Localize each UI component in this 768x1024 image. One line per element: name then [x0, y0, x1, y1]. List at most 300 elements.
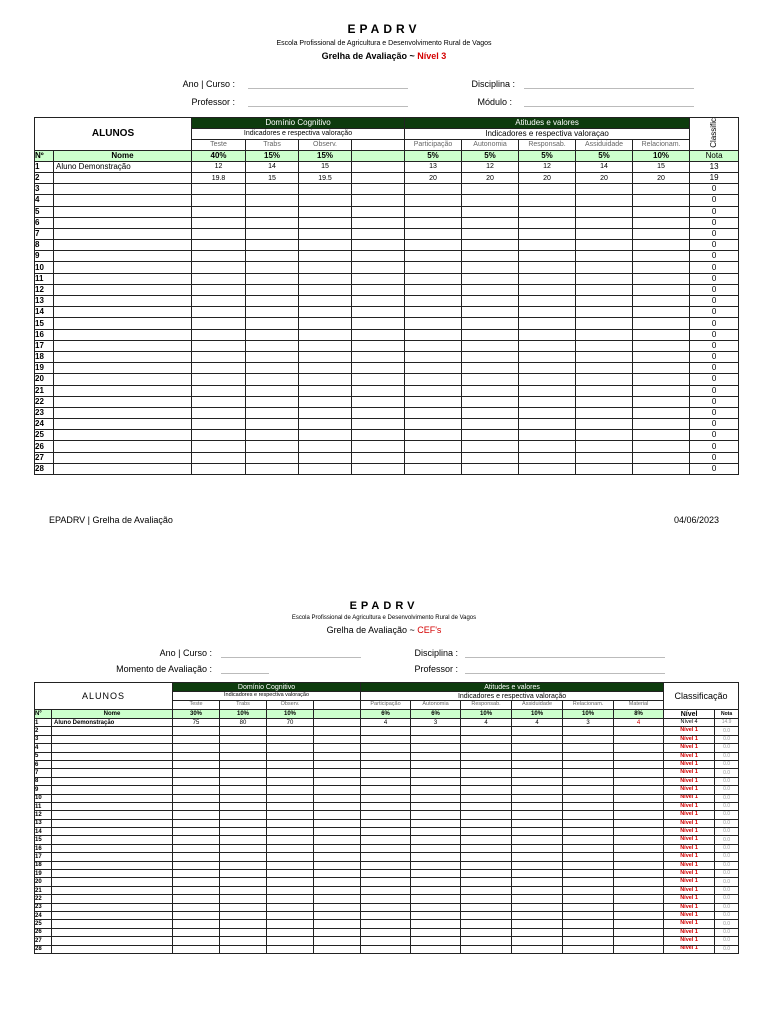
grade-cell[interactable] — [173, 903, 220, 911]
grade-cell[interactable] — [462, 251, 519, 262]
grade-cell[interactable] — [299, 463, 352, 474]
grade-cell[interactable] — [633, 240, 690, 251]
grade-cell[interactable] — [576, 407, 633, 418]
grade-cell[interactable] — [246, 228, 299, 239]
grade-cell[interactable] — [633, 273, 690, 284]
grade-cell[interactable] — [246, 206, 299, 217]
grade-cell[interactable] — [173, 861, 220, 869]
grade-cell[interactable] — [314, 853, 361, 861]
grade-cell[interactable] — [246, 318, 299, 329]
grade-cell[interactable] — [173, 895, 220, 903]
grade-cell[interactable] — [314, 802, 361, 810]
grade-cell[interactable] — [299, 351, 352, 362]
grade-cell[interactable] — [220, 861, 267, 869]
grade-cell[interactable] — [314, 903, 361, 911]
grade-cell[interactable] — [411, 853, 461, 861]
grade-cell[interactable] — [519, 307, 576, 318]
grade-cell[interactable]: 75 — [173, 719, 220, 727]
grade-cell[interactable] — [462, 419, 519, 430]
grade-cell[interactable] — [462, 351, 519, 362]
grade-cell[interactable] — [411, 802, 461, 810]
grade-cell[interactable] — [173, 945, 220, 953]
grade-cell[interactable] — [314, 886, 361, 894]
grade-cell[interactable] — [405, 329, 462, 340]
grade-cell[interactable] — [192, 452, 246, 463]
grade-cell[interactable] — [299, 251, 352, 262]
grade-cell[interactable] — [192, 407, 246, 418]
grade-cell[interactable] — [246, 340, 299, 351]
student-name[interactable] — [54, 262, 192, 273]
grade-cell[interactable] — [267, 886, 314, 894]
student-name[interactable] — [54, 195, 192, 206]
grade-cell[interactable] — [361, 945, 411, 953]
grade-cell[interactable] — [563, 911, 614, 919]
grade-cell[interactable] — [173, 752, 220, 760]
grade-cell[interactable] — [220, 928, 267, 936]
grade-cell[interactable] — [352, 284, 405, 295]
grade-cell[interactable] — [614, 769, 664, 777]
grade-cell[interactable] — [246, 284, 299, 295]
grade-cell[interactable] — [299, 206, 352, 217]
grade-cell[interactable] — [314, 744, 361, 752]
grade-cell[interactable] — [361, 937, 411, 945]
grade-cell[interactable] — [361, 794, 411, 802]
grade-cell[interactable] — [633, 206, 690, 217]
grade-cell[interactable] — [220, 911, 267, 919]
student-name[interactable] — [52, 727, 173, 735]
grade-cell[interactable] — [576, 452, 633, 463]
grade-cell[interactable] — [411, 819, 461, 827]
grade-cell[interactable] — [576, 340, 633, 351]
grade-cell[interactable] — [576, 206, 633, 217]
grade-cell[interactable] — [267, 744, 314, 752]
grade-cell[interactable] — [299, 452, 352, 463]
student-name[interactable] — [54, 318, 192, 329]
grade-cell[interactable] — [563, 937, 614, 945]
grade-cell[interactable] — [614, 744, 664, 752]
grade-cell[interactable] — [633, 195, 690, 206]
bottom-disciplina-input[interactable] — [465, 645, 665, 658]
grade-cell[interactable] — [614, 870, 664, 878]
grade-cell[interactable] — [563, 786, 614, 794]
grade-cell[interactable]: 20 — [462, 172, 519, 183]
grade-cell[interactable] — [352, 184, 405, 195]
grade-cell[interactable] — [462, 284, 519, 295]
grade-cell[interactable] — [220, 811, 267, 819]
grade-cell[interactable] — [299, 240, 352, 251]
grade-cell[interactable] — [173, 811, 220, 819]
grade-cell[interactable] — [352, 396, 405, 407]
grade-cell[interactable] — [633, 363, 690, 374]
grade-cell[interactable] — [314, 719, 361, 727]
grade-cell[interactable] — [267, 920, 314, 928]
grade-cell[interactable] — [246, 463, 299, 474]
student-name[interactable] — [52, 870, 173, 878]
grade-cell[interactable] — [192, 430, 246, 441]
grade-cell[interactable] — [411, 895, 461, 903]
grade-cell[interactable] — [411, 920, 461, 928]
grade-cell[interactable] — [267, 802, 314, 810]
grade-cell[interactable] — [614, 836, 664, 844]
grade-cell[interactable] — [220, 819, 267, 827]
grade-cell[interactable] — [314, 920, 361, 928]
student-name[interactable] — [54, 340, 192, 351]
grade-cell[interactable] — [462, 363, 519, 374]
grade-cell[interactable] — [563, 819, 614, 827]
grade-cell[interactable] — [614, 861, 664, 869]
grade-cell[interactable] — [361, 802, 411, 810]
grade-cell[interactable] — [411, 769, 461, 777]
grade-cell[interactable] — [462, 430, 519, 441]
grade-cell[interactable] — [633, 217, 690, 228]
grade-cell[interactable] — [563, 920, 614, 928]
grade-cell[interactable]: 4 — [461, 719, 512, 727]
student-name[interactable] — [52, 760, 173, 768]
grade-cell[interactable] — [314, 727, 361, 735]
grade-cell[interactable] — [192, 284, 246, 295]
grade-cell[interactable] — [361, 853, 411, 861]
grade-cell[interactable] — [220, 937, 267, 945]
grade-cell[interactable] — [519, 351, 576, 362]
grade-cell[interactable] — [563, 844, 614, 852]
student-name[interactable] — [52, 945, 173, 953]
grade-cell[interactable] — [563, 870, 614, 878]
grade-cell[interactable] — [462, 184, 519, 195]
grade-cell[interactable] — [519, 240, 576, 251]
grade-cell[interactable] — [633, 228, 690, 239]
grade-cell[interactable] — [405, 195, 462, 206]
grade-cell[interactable] — [192, 307, 246, 318]
grade-cell[interactable] — [220, 752, 267, 760]
grade-cell[interactable] — [563, 928, 614, 936]
grade-cell[interactable] — [405, 407, 462, 418]
grade-cell[interactable]: 4 — [512, 719, 563, 727]
grade-cell[interactable] — [411, 760, 461, 768]
grade-cell[interactable] — [314, 777, 361, 785]
grade-cell[interactable] — [192, 374, 246, 385]
grade-cell[interactable] — [173, 794, 220, 802]
grade-cell[interactable] — [192, 184, 246, 195]
professor-input[interactable] — [248, 94, 408, 107]
grade-cell[interactable] — [462, 463, 519, 474]
grade-cell[interactable] — [519, 296, 576, 307]
grade-cell[interactable] — [220, 828, 267, 836]
grade-cell[interactable] — [246, 273, 299, 284]
bottom-disciplina-field[interactable] — [340, 645, 665, 658]
grade-cell[interactable] — [299, 228, 352, 239]
grade-cell[interactable] — [267, 937, 314, 945]
grade-cell[interactable] — [220, 853, 267, 861]
grade-cell[interactable] — [352, 351, 405, 362]
grade-cell[interactable] — [461, 853, 512, 861]
grade-cell[interactable] — [220, 727, 267, 735]
grade-cell[interactable] — [220, 945, 267, 953]
student-name[interactable] — [54, 307, 192, 318]
grade-cell[interactable] — [614, 911, 664, 919]
grade-cell[interactable] — [173, 769, 220, 777]
grade-cell[interactable] — [405, 374, 462, 385]
grade-cell[interactable] — [512, 937, 563, 945]
grade-cell[interactable] — [519, 262, 576, 273]
grade-cell[interactable] — [361, 819, 411, 827]
grade-cell[interactable] — [192, 240, 246, 251]
grade-cell[interactable] — [512, 895, 563, 903]
grade-cell[interactable] — [352, 296, 405, 307]
grade-cell[interactable] — [512, 752, 563, 760]
grade-cell[interactable] — [299, 318, 352, 329]
student-name[interactable] — [54, 407, 192, 418]
student-name[interactable] — [52, 937, 173, 945]
grade-cell[interactable] — [299, 385, 352, 396]
grade-cell[interactable] — [352, 407, 405, 418]
grade-cell[interactable] — [462, 385, 519, 396]
student-name[interactable] — [52, 836, 173, 844]
grade-cell[interactable] — [192, 396, 246, 407]
grade-cell[interactable] — [299, 184, 352, 195]
grade-cell[interactable] — [461, 836, 512, 844]
grade-cell[interactable] — [405, 228, 462, 239]
grade-cell[interactable]: 19.8 — [192, 172, 246, 183]
student-name[interactable] — [54, 251, 192, 262]
student-name[interactable] — [52, 819, 173, 827]
student-name[interactable] — [54, 172, 192, 183]
grade-cell[interactable] — [299, 441, 352, 452]
grade-cell[interactable] — [462, 217, 519, 228]
grade-cell[interactable] — [173, 911, 220, 919]
grade-cell[interactable] — [576, 262, 633, 273]
grade-cell[interactable] — [633, 385, 690, 396]
grade-cell[interactable] — [563, 727, 614, 735]
grade-cell[interactable] — [405, 206, 462, 217]
grade-cell[interactable] — [519, 318, 576, 329]
grade-cell[interactable] — [512, 777, 563, 785]
grade-cell[interactable] — [462, 206, 519, 217]
grade-cell[interactable] — [633, 284, 690, 295]
student-name[interactable] — [52, 920, 173, 928]
grade-cell[interactable] — [405, 318, 462, 329]
grade-cell[interactable] — [405, 351, 462, 362]
grade-cell[interactable] — [299, 363, 352, 374]
grade-cell[interactable] — [246, 329, 299, 340]
grade-cell[interactable] — [173, 760, 220, 768]
grade-cell[interactable] — [246, 430, 299, 441]
grade-cell[interactable] — [461, 945, 512, 953]
grade-cell[interactable] — [411, 735, 461, 743]
student-name[interactable] — [54, 284, 192, 295]
grade-cell[interactable] — [576, 195, 633, 206]
grade-cell[interactable] — [563, 752, 614, 760]
momento-field[interactable] — [60, 661, 269, 674]
grade-cell[interactable]: 14 — [576, 161, 633, 172]
student-name[interactable] — [54, 228, 192, 239]
grade-cell[interactable] — [519, 385, 576, 396]
grade-cell[interactable] — [512, 878, 563, 886]
grade-cell[interactable] — [576, 228, 633, 239]
grade-cell[interactable] — [462, 273, 519, 284]
grade-cell[interactable] — [173, 735, 220, 743]
grade-cell[interactable] — [361, 752, 411, 760]
grade-cell[interactable] — [461, 786, 512, 794]
grade-cell[interactable]: 12 — [192, 161, 246, 172]
grade-cell[interactable] — [461, 727, 512, 735]
grade-cell[interactable] — [299, 273, 352, 284]
grade-cell[interactable] — [361, 861, 411, 869]
grade-cell[interactable] — [633, 340, 690, 351]
grade-cell[interactable] — [519, 419, 576, 430]
grade-cell[interactable] — [267, 928, 314, 936]
grade-cell[interactable] — [246, 307, 299, 318]
grade-cell[interactable] — [614, 811, 664, 819]
grade-cell[interactable] — [220, 760, 267, 768]
grade-cell[interactable] — [461, 802, 512, 810]
grade-cell[interactable] — [519, 374, 576, 385]
grade-cell[interactable] — [633, 441, 690, 452]
student-name[interactable] — [54, 217, 192, 228]
grade-cell[interactable] — [299, 396, 352, 407]
grade-cell[interactable] — [411, 794, 461, 802]
grade-cell[interactable] — [563, 777, 614, 785]
grade-cell[interactable] — [267, 870, 314, 878]
grade-cell[interactable] — [614, 886, 664, 894]
grade-cell[interactable] — [352, 273, 405, 284]
grade-cell[interactable] — [563, 760, 614, 768]
grade-cell[interactable] — [192, 441, 246, 452]
grade-cell[interactable] — [314, 870, 361, 878]
grade-cell[interactable] — [519, 195, 576, 206]
grade-cell[interactable]: 15 — [246, 172, 299, 183]
grade-cell[interactable] — [633, 307, 690, 318]
grade-cell[interactable] — [267, 878, 314, 886]
grade-cell[interactable] — [614, 794, 664, 802]
grade-cell[interactable] — [519, 463, 576, 474]
bottom-professor-field[interactable] — [340, 661, 665, 674]
grade-cell[interactable] — [314, 911, 361, 919]
grade-cell[interactable] — [173, 878, 220, 886]
grade-cell[interactable] — [246, 262, 299, 273]
student-name[interactable] — [52, 844, 173, 852]
grade-cell[interactable] — [405, 184, 462, 195]
grade-cell[interactable] — [411, 903, 461, 911]
grade-cell[interactable] — [352, 374, 405, 385]
grade-cell[interactable] — [267, 828, 314, 836]
grade-cell[interactable] — [299, 374, 352, 385]
grade-cell[interactable] — [173, 886, 220, 894]
grade-cell[interactable] — [192, 296, 246, 307]
grade-cell[interactable] — [462, 195, 519, 206]
grade-cell[interactable] — [267, 786, 314, 794]
grade-cell[interactable] — [462, 396, 519, 407]
grade-cell[interactable] — [633, 430, 690, 441]
grade-cell[interactable] — [512, 886, 563, 894]
student-name[interactable] — [52, 878, 173, 886]
grade-cell[interactable] — [267, 735, 314, 743]
grade-cell[interactable] — [173, 802, 220, 810]
grade-cell[interactable] — [192, 217, 246, 228]
grade-cell[interactable] — [246, 396, 299, 407]
grade-cell[interactable] — [314, 945, 361, 953]
grade-cell[interactable] — [361, 920, 411, 928]
grade-cell[interactable] — [352, 441, 405, 452]
student-name[interactable] — [54, 374, 192, 385]
student-name[interactable] — [54, 351, 192, 362]
grade-cell[interactable] — [299, 430, 352, 441]
grade-cell[interactable] — [614, 727, 664, 735]
grade-cell[interactable] — [512, 794, 563, 802]
grade-cell[interactable] — [563, 886, 614, 894]
grade-cell[interactable] — [563, 836, 614, 844]
grade-cell[interactable] — [405, 340, 462, 351]
grade-cell[interactable] — [220, 878, 267, 886]
grade-cell[interactable] — [361, 886, 411, 894]
grade-cell[interactable] — [462, 441, 519, 452]
student-name[interactable] — [54, 273, 192, 284]
grade-cell[interactable] — [246, 296, 299, 307]
grade-cell[interactable] — [405, 296, 462, 307]
grade-cell[interactable] — [614, 920, 664, 928]
grade-cell[interactable] — [405, 262, 462, 273]
grade-cell[interactable] — [361, 911, 411, 919]
grade-cell[interactable] — [576, 329, 633, 340]
grade-cell[interactable] — [461, 928, 512, 936]
grade-cell[interactable]: 4 — [361, 719, 411, 727]
grade-cell[interactable] — [192, 251, 246, 262]
grade-cell[interactable] — [267, 836, 314, 844]
student-name[interactable] — [52, 886, 173, 894]
grade-cell[interactable] — [173, 853, 220, 861]
grade-cell[interactable] — [267, 861, 314, 869]
grade-cell[interactable] — [361, 878, 411, 886]
grade-cell[interactable] — [220, 870, 267, 878]
grade-cell[interactable] — [576, 351, 633, 362]
grade-cell[interactable] — [405, 419, 462, 430]
grade-cell[interactable] — [614, 777, 664, 785]
student-name[interactable] — [52, 828, 173, 836]
grade-cell[interactable] — [512, 928, 563, 936]
grade-cell[interactable] — [519, 407, 576, 418]
grade-cell[interactable] — [192, 228, 246, 239]
grade-cell[interactable] — [462, 296, 519, 307]
grade-cell[interactable] — [576, 240, 633, 251]
grade-cell[interactable] — [576, 363, 633, 374]
disciplina-input[interactable] — [524, 76, 694, 89]
grade-cell[interactable] — [220, 802, 267, 810]
grade-cell[interactable]: 12 — [462, 161, 519, 172]
grade-cell[interactable] — [361, 744, 411, 752]
modulo-field[interactable] — [400, 94, 694, 107]
grade-cell[interactable] — [512, 819, 563, 827]
student-name[interactable] — [52, 895, 173, 903]
grade-cell[interactable] — [633, 419, 690, 430]
grade-cell[interactable] — [220, 903, 267, 911]
grade-cell[interactable] — [411, 928, 461, 936]
student-name[interactable] — [54, 430, 192, 441]
grade-cell[interactable] — [246, 217, 299, 228]
grade-cell[interactable] — [299, 340, 352, 351]
grade-cell[interactable] — [220, 920, 267, 928]
grade-cell[interactable] — [462, 262, 519, 273]
grade-cell[interactable] — [352, 363, 405, 374]
professor-field[interactable] — [120, 94, 408, 107]
grade-cell[interactable] — [246, 385, 299, 396]
grade-cell[interactable] — [173, 777, 220, 785]
grade-cell[interactable] — [220, 786, 267, 794]
grade-cell[interactable] — [462, 407, 519, 418]
grade-cell[interactable] — [519, 273, 576, 284]
grade-cell[interactable] — [576, 374, 633, 385]
grade-cell[interactable] — [614, 802, 664, 810]
grade-cell[interactable] — [563, 945, 614, 953]
grade-cell[interactable] — [246, 441, 299, 452]
